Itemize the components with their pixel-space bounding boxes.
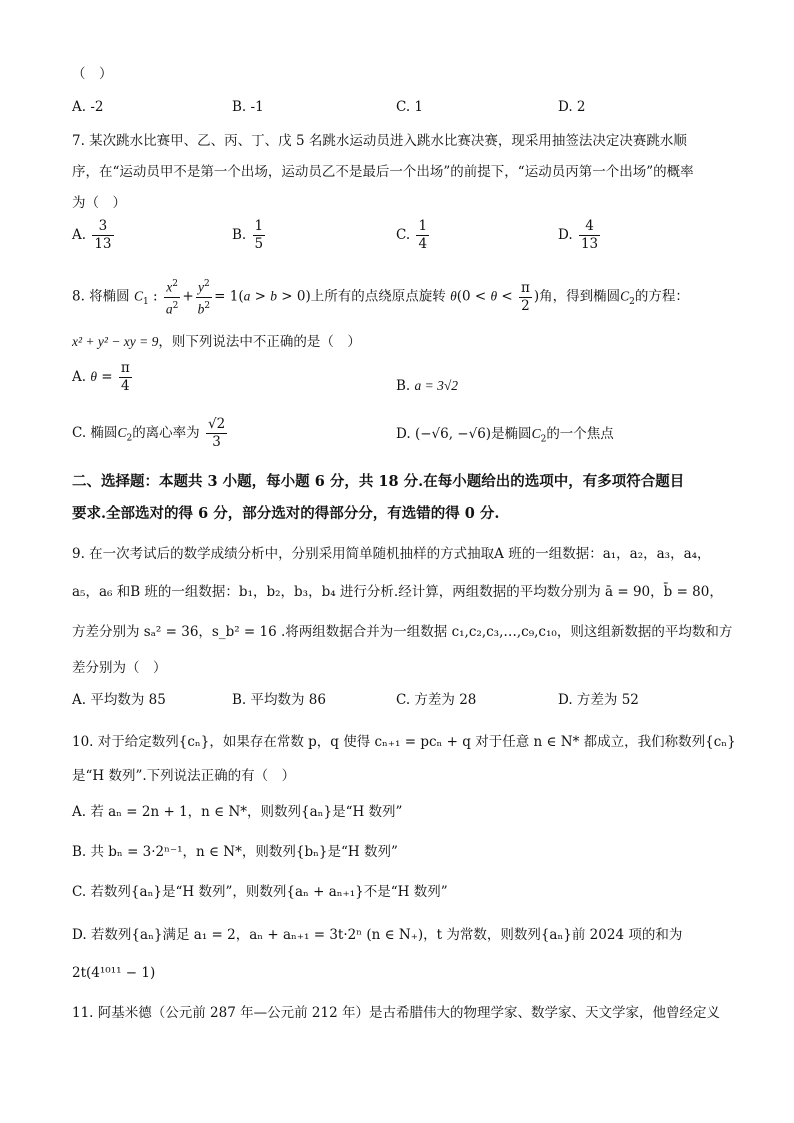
- q9-option-a: A. 平均数为 85: [72, 692, 166, 708]
- q7-line-1: 7. 某次跳水比赛甲、乙、丙、丁、戊 5 名跳水运动员进入跳水比赛决赛，现采用抽签法决定决赛跳水顺: [72, 133, 687, 149]
- q8-option-d: D. (−√6, −√6)是椭圆$C_2$的一个焦点: [396, 426, 614, 445]
- q6-option-c: C. 1: [396, 99, 424, 115]
- q9-line-3: 方差分别为 sₐ² = 36，s_b² = 16 .将两组数据合并为一组数据 c₁,c₂,c₃,…,c₉,c₁₀，则这组新数据的平均数和方: [72, 624, 733, 640]
- q9-option-d: D. 方差为 52: [558, 692, 639, 708]
- q10-option-d: D. 若数列{aₙ}满足 a₁ = 2，aₙ + aₙ₊₁ = 3t·2ⁿ (n ∈ N₊)，t 为常数，则数列{aₙ}前 2024 项的和为: [72, 927, 683, 943]
- q9-line-1: 9. 在一次考试后的数学成绩分析中，分别采用简单随机抽样的方式抽取A 班的一组数据：a₁，a₂，a₃，a₄，: [72, 546, 711, 562]
- q8-line-2: x² + y² − xy = 9，则下列说法中不正确的是（ ）: [72, 334, 361, 350]
- q10-option-b: B. 共 bₙ = 3·2ⁿ⁻¹，n ∈ N*，则数列{bₙ}是“H 数列”: [72, 844, 398, 860]
- q8-option-c: C. 椭圆$C_2$的离心率为 $\frac{√2}{3}$: [72, 416, 226, 450]
- q7-line-2: 序，在“运动员甲不是第一个出场，运动员乙不是最后一个出场”的前提下，“运动员丙第一个出场”的概率: [72, 164, 694, 180]
- q7-option-a: A. $\frac{3}{13}$: [72, 218, 112, 252]
- q10-line-1: 10. 对于给定数列{cₙ}，如果存在常数 p，q 使得 cₙ₊₁ = pcₙ + q 对于任意 n ∈ N* 都成立，我们称数列{cₙ}: [72, 734, 736, 750]
- q7-option-d: D. $\frac{4}{13}$: [558, 218, 599, 252]
- q10-option-c: C. 若数列{aₙ}是“H 数列”，则数列{aₙ + aₙ₊₁}不是“H 数列”: [72, 884, 448, 900]
- q9-option-c: C. 方差为 28: [396, 692, 477, 708]
- section-2-header-line-1: 二、选择题：本题共 3 小题，每小题 6 分，共 18 分.在每小题给出的选项中，有多项符合题目: [72, 473, 685, 490]
- q8-option-a: A. θ = $\frac{\pi}{4}$: [72, 360, 130, 394]
- q7-option-b: B. $\frac{1}{5}$: [232, 218, 264, 252]
- q6-option-b: B. -1: [232, 99, 264, 115]
- q11-line-1: 11. 阿基米德（公元前 287 年—公元前 212 年）是古希腊伟大的物理学家、数学家、天文学家，他曾经定义: [72, 1005, 720, 1021]
- q8-line-1: 8. 将椭圆 $C_1$ : $\frac{x^2}{a^2}$ + $\frac{y^2}{b^2}$ = 1(a > b > 0)上所有的点绕原点旋转 θ(0 < θ < $\frac{\pi}{2}$ )角，得到椭圆$C_2$的方程：: [72, 276, 689, 318]
- q6-answer-paren: （ ）: [72, 66, 113, 82]
- q6-option-a: A. -2: [72, 99, 104, 115]
- q10-option-a: A. 若 aₙ = 2n + 1，n ∈ N*，则数列{aₙ}是“H 数列”: [72, 804, 403, 820]
- section-2-header-line-2: 要求.全部选对的得 6 分，部分选对的得部分分，有选错的得 0 分.: [72, 505, 500, 522]
- q9-option-b: B. 平均数为 86: [232, 692, 326, 708]
- q8-option-b: B. a = 3√2: [396, 378, 459, 394]
- q6-option-d: D. 2: [558, 99, 586, 115]
- q10-option-d-line-2: 2t(4¹⁰¹¹ − 1): [72, 965, 156, 981]
- q9-line-2: a₅，a₆ 和B 班的一组数据：b₁，b₂，b₃，b₄ 进行分析.经计算，两组数据的平均数分别为 ā = 90，b̄ = 80，: [72, 584, 723, 600]
- q9-line-4: 差分别为（ ）: [72, 660, 167, 676]
- q7-line-3: 为（ ）: [72, 195, 126, 211]
- q7-option-c: C. $\frac{1}{4}$: [396, 218, 428, 252]
- q10-line-2: 是“H 数列”.下列说法正确的有（ ）: [72, 768, 296, 784]
